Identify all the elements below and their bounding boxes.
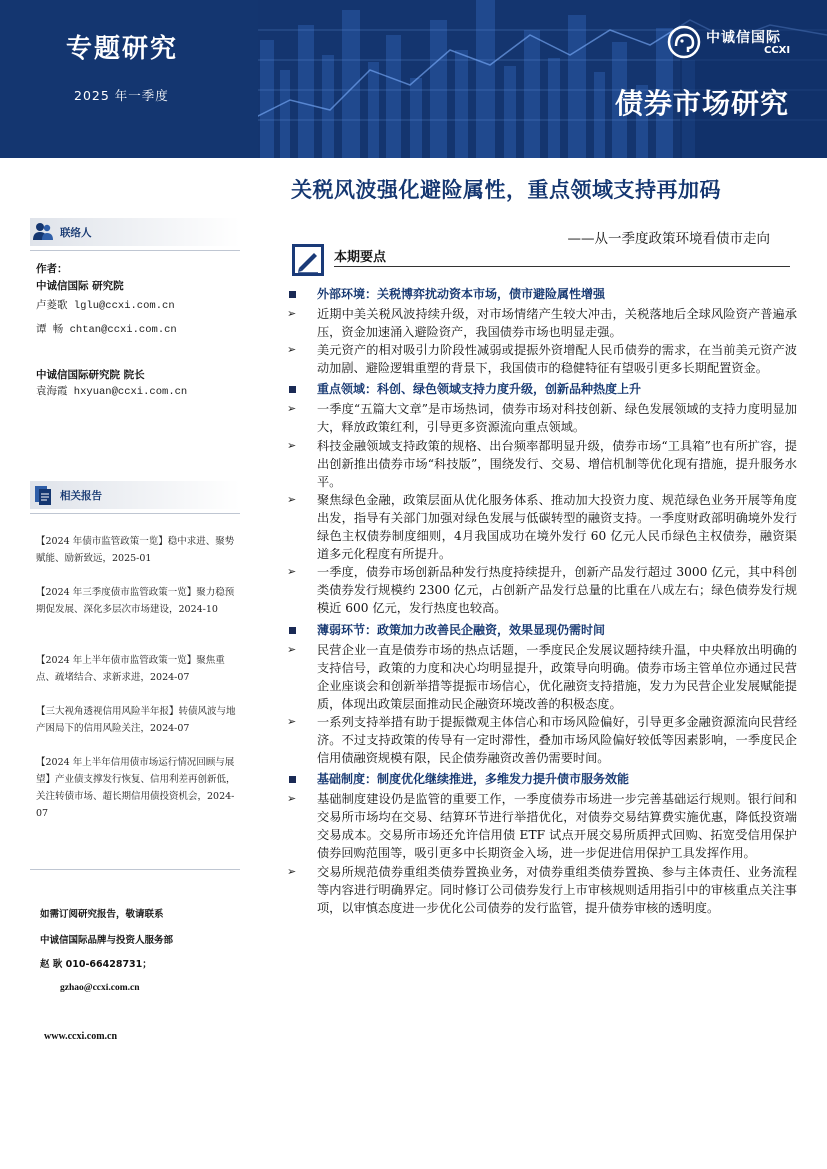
bullet-text: 科技金融领域支持政策的规格、出台频率都明显升级，债券市场“工具箱”也有所扩容，提出创新推出债券市场“科技版”，围绕发行、交易、增信机制等优化现有措施，提升服务水平。 [317, 438, 797, 489]
bullet-item [287, 641, 797, 713]
related-report-item[interactable]: 【2024 年债市监管政策一览】稳中求进、聚势赋能、励新致远，2025-01 [36, 536, 235, 564]
sidebar-divider [30, 513, 240, 514]
related-report-item[interactable]: 【2024 年三季度债市监管政策一览】聚力稳预期促发展、深化多层次市场建设，2024-10 [36, 587, 235, 615]
contacts-header [30, 218, 240, 246]
ccxi-logo [666, 22, 806, 62]
sidebar-divider [30, 869, 240, 870]
author-contact: 谭 畅 chtan@ccxi.com.cn [36, 323, 177, 336]
arrow-bullet-icon: ➢ [287, 565, 297, 579]
square-bullet-icon [289, 291, 296, 298]
contacts-icon [32, 220, 54, 244]
summary-header [292, 244, 792, 276]
arrow-bullet-icon: ➢ [287, 438, 297, 452]
section-title-text: 薄弱环节：政策加力改善民企融资，效果显现仍需时间 [317, 622, 606, 637]
doc-type-label: 专题研究 [66, 34, 179, 64]
related-report-item[interactable]: 【三大视角透视信用风险半年报】转债风波与地产困局下的信用风险关注，2024-07 [36, 706, 236, 734]
bullet-item [287, 563, 797, 617]
bullet-item [287, 400, 797, 436]
director-title: 中诚信国际研究院 院长 [36, 369, 145, 381]
section-title [287, 769, 797, 790]
director-block [36, 367, 187, 400]
arrow-bullet-icon: ➢ [287, 864, 297, 878]
section-title-text: 外部环境：关税博弈扰动资本市场，债市避险属性增强 [317, 287, 606, 301]
arrow-bullet-icon: ➢ [287, 714, 297, 728]
service-contact: 赵 耿 010-66428731； [40, 959, 152, 970]
doc-date: 2025 年一季度 [74, 88, 169, 103]
logo-chinese-text: 中诚信国际 [706, 30, 781, 46]
section-title-text: 基础制度：制度优化继续推进，多维发力提升债市服务效能 [317, 772, 630, 787]
key-points [287, 284, 797, 917]
subscribe-email[interactable]: gzhao@ccxi.com.cn [60, 983, 140, 993]
bullet-item [287, 790, 797, 862]
square-bullet-icon [289, 627, 296, 634]
bullet-item [287, 863, 797, 917]
bullet-text: 近期中美关税风波持续升级，对市场情绪产生较大冲击，关税落地后全球风险资产普遍承压，资金加速涌入避险资产，我国债券市场也明显走强。 [317, 307, 797, 340]
sidebar-divider [30, 250, 240, 251]
related-reports-label: 相关报告 [60, 490, 102, 502]
square-bullet-icon [289, 386, 296, 393]
related-report-item[interactable]: 【2024 年上半年信用债市场运行情况回顾与展望】产业债支撑发行恢复、信用利差再创新低，关注转债市场、超长期信用债投资机会，2024-07 [36, 757, 236, 819]
report-type-label: 债券市场研究 [614, 87, 789, 120]
bullet-item [287, 341, 797, 377]
bullet-item [287, 437, 797, 491]
sidebar [0, 158, 258, 1169]
contacts-label: 联络人 [60, 227, 92, 239]
director-contact: 袁海霞 hxyuan@ccxi.com.cn [36, 385, 188, 398]
bullet-item [287, 305, 797, 341]
section-title [287, 620, 797, 641]
related-report-item[interactable]: 【2024 年上半年债市监管政策一览】聚焦重点、疏堵结合、求新求进，2024-07 [36, 655, 225, 683]
arrow-bullet-icon: ➢ [287, 792, 297, 806]
arrow-bullet-icon: ➢ [287, 343, 297, 357]
logo-english-text: CCXI [764, 45, 791, 56]
bullet-text: 一季度，债券市场创新品种发行热度持续提升，创新产品发行超过 3000 亿元，其中科创类债券发行规模约 2300 亿元，占创新产品发行总量的比重在八成左右；绿色债券发行规模近 600 亿元，发行热度也较高。 [317, 565, 797, 616]
subscribe-note: 如需订阅研究报告，敬请联系 [40, 909, 164, 920]
bullet-text: 美元资产的相对吸引力阶段性减弱或提振外资增配人民币债券的需求，在当前美元资产波动加剧、避险逻辑重塑的背景下，我国债市的稳健特征有望吸引更多长期配置资金。 [317, 343, 797, 376]
header-banner [0, 0, 827, 158]
arrow-bullet-icon: ➢ [287, 642, 297, 656]
section-title-text: 重点领域：科创、绿色领域支持力度升级，创新品种热度上升 [317, 382, 642, 397]
author-block [36, 261, 177, 338]
section-external-environment [287, 284, 797, 377]
bullet-item [287, 491, 797, 563]
report-subtitle: ——从一季度政策环境看债市走向 [567, 231, 770, 247]
arrow-bullet-icon: ➢ [287, 402, 297, 416]
elephant-logo-icon [666, 24, 702, 60]
service-dept: 中诚信国际品牌与投资人服务部 [40, 935, 174, 946]
section-weak-links [287, 620, 797, 768]
section-infrastructure [287, 769, 797, 917]
website-link[interactable]: www.ccxi.com.cn [44, 1031, 118, 1042]
author-heading: 作者： [36, 263, 68, 275]
bullet-text: 聚焦绿色金融，政策层面从优化服务体系、推动加大投资力度、规范绿色业务开展等角度出发，指导有关部门加强对绿色发展与低碳转型的融资支持。一季度财政部明确境外发行绿色主权债券制度细则，4月我国成功在境外发行 60 亿元人民币绿色主权债券，融资渠道多元化程度有所提升。 [317, 492, 797, 562]
report-title: 关税风波强化避险属性，重点领域支持再加码 [291, 178, 721, 202]
square-bullet-icon [289, 776, 296, 783]
bullet-text: 一系列支持举措有助于提振微观主体信心和市场风险偏好，引导更多金融资源流向民营经济。不过支持政策的传导有一定时滞性，叠加市场风险偏好较低等因素影响，一季度民企信用债融资规模有限，民企债券融资改善仍需要时间。 [317, 714, 797, 766]
bullet-text: 一季度“五篇大文章”是市场热词，债券市场对科技创新、绿色发展领域的支持力度明显加大，释放政策红利，引导更多资源流向重点领域。 [317, 402, 797, 435]
report-stack-icon [32, 483, 54, 507]
section-key-areas [287, 379, 797, 617]
summary-label: 本期要点 [334, 250, 387, 265]
summary-pen-icon [292, 244, 324, 276]
header-left-panel [0, 0, 258, 158]
arrow-bullet-icon: ➢ [287, 492, 297, 506]
bullet-text: 交易所规范债券重组类债券置换业务，对债券重组类债券置换、参与主体责任、业务流程等内容进行明确界定。同时修订公司债券发行上市审核规则适用指引中的审核重点关注事项，以审慎态度进一步优化公司债券的发行监管，提升债券审核的透明度。 [317, 864, 797, 915]
bullet-text: 基础制度建设仍是监管的重要工作，一季度债券市场进一步完善基础运行规则。银行间和交易所市场均在交易、结算环节进行举措优化，对债券交易结算费实施优惠，降低投资端交易成本。交易所市场还允许信用债 ETF 试点开展交易所质押式回购、拓宽受信用保护债券回购范围等，吸引更多中长期资金入场，进一步促进信用保护工具发挥作用。 [317, 792, 797, 861]
section-title [287, 379, 797, 400]
related-reports-header [30, 481, 240, 509]
arrow-bullet-icon: ➢ [287, 307, 297, 320]
section-title [287, 284, 797, 305]
author-org: 中诚信国际 研究院 [36, 279, 124, 292]
bullet-item [287, 713, 797, 767]
author-contact: 卢菱歌 lglu@ccxi.com.cn [36, 300, 175, 312]
summary-rule [334, 266, 790, 267]
bullet-text: 民营企业一直是债券市场的热点话题，一季度民企发展议题持续升温，中央释放出明确的支持信号，政策的力度和决心均明显提升，政策导向明确。债券市场主管单位亦通过民营企业座谈会和创新举措等提振市场信心，优化融资支持措施，发力为民营企业发展赋能提质，体现出政策层面推动民企融资环境改善的积极态度。 [317, 642, 797, 711]
